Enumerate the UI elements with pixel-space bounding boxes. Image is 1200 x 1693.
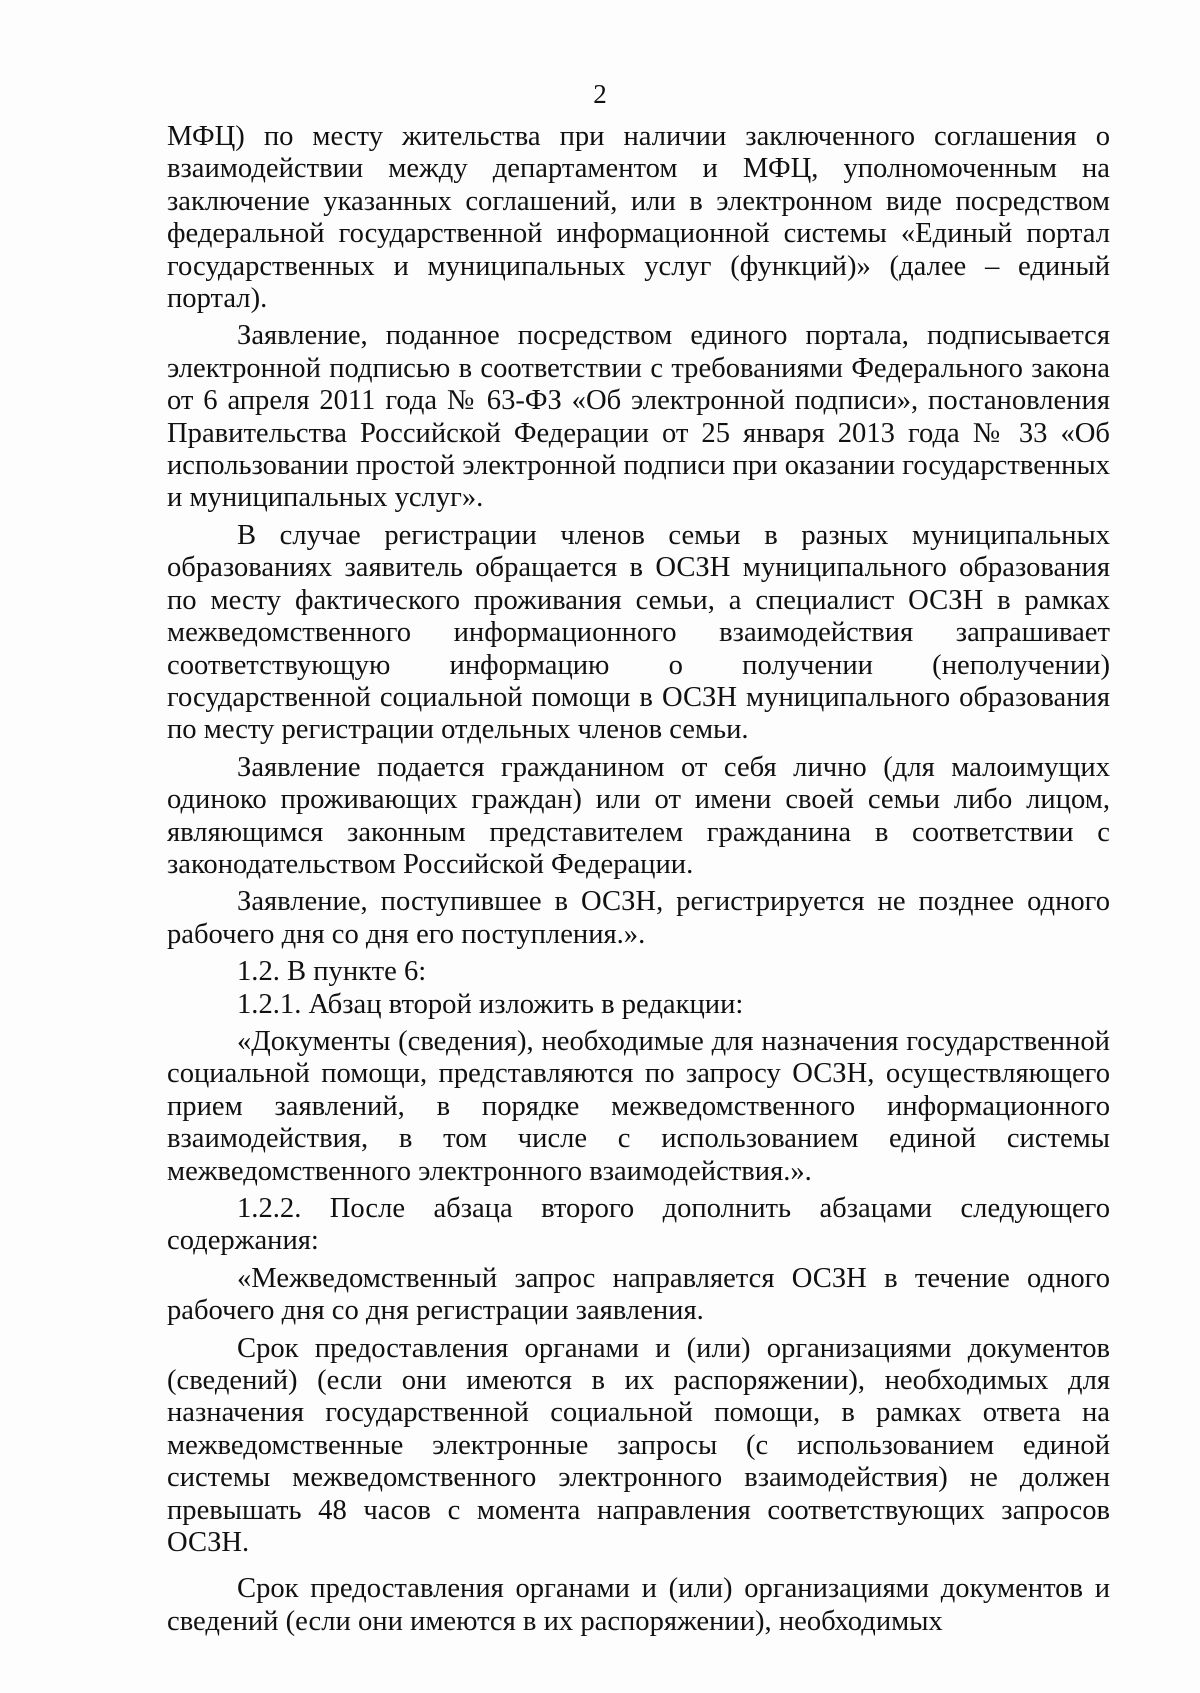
page-number: 2 — [593, 79, 607, 109]
paragraph-response-deadline: Срок предоставления органами и (или) организациями документов (сведений) (если они имеются в их распоряжении), необходимых для назначения государственной социальной помощи, в рамках ответа на межведомственные электронные запросы (с использованием единой системы межведомственного электронного взаимодействия) не должен превышать 48 часов с момента направления соответствующих запросов ОСЗН. — [167, 1332, 1110, 1559]
paragraph-documents-deadline: Срок предоставления органами и (или) организациями документов и сведений (если они имеются в их распоряжении), необходимых — [167, 1573, 1110, 1637]
paragraph-interagency-request: «Межведомственный запрос направляется ОСЗН в течение одного рабочего дня со дня регистрации заявления. — [167, 1262, 1110, 1327]
paragraph-registration-deadline: Заявление, поступившее в ОСЗН, регистрируется не позднее одного рабочего дня со дня его поступления.». — [167, 886, 1110, 950]
paragraph-documents-request: «Документы (сведения), необходимые для назначения государственной социальной помощи, представляются по запросу ОСЗН, осуществляющего прием заявлений, в порядке межведомственного информационного взаимодействия, в том числе с использованием единой системы межведомственного электронного взаимодействия.». — [167, 1025, 1110, 1187]
paragraph-item-1-2-1: 1.2.1. Абзац второй изложить в редакции: — [237, 988, 744, 1020]
paragraph-item-1-2-2: 1.2.2. После абзаца второго дополнить абзацами следующего содержания: — [167, 1193, 1110, 1257]
paragraph-application-filer: Заявление подается гражданином от себя лично (для малоимущих одиноко проживающих граждан) или от имени своей семьи либо лицом, являющимся законным представителем гражданина в соответствии с законодательством Российской Федерации. — [167, 751, 1110, 880]
paragraph-electronic-signature: Заявление, поданное посредством единого портала, подписывается электронной подписью в соответствии с требованиями Федерального закона от 6 апреля 2011 года № 63-ФЗ «Об электронной подписи», постановления Правительства Российской Федерации от 25 января 2013 года № 33 «Об использовании простой электронной подписи при оказании государственных и муниципальных услуг». — [167, 320, 1110, 514]
document-body — [167, 121, 1110, 1643]
paragraph-item-1-2: 1.2. В пункте 6: — [237, 956, 427, 988]
paragraph-mfc-submission: МФЦ) по месту жительства при наличии заключенного соглашения о взаимодействии между департаментом и МФЦ, уполномоченным на заключение указанных соглашений, или в электронном виде посредством федеральной государственной информационной системы «Единый портал государственных и муниципальных услуг (функций)» (далее – единый портал). — [167, 121, 1110, 315]
paragraph-family-registration: В случае регистрации членов семьи в разных муниципальных образованиях заявитель обращается в ОСЗН муниципального образования по месту фактического проживания семьи, а специалист ОСЗН в рамках межведомственного информационного взаимодействия запрашивает соответствующую информацию о получении (неполучении) государственной социальной помощи в ОСЗН муниципального образования по месту регистрации отдельных членов семьи. — [167, 519, 1110, 746]
